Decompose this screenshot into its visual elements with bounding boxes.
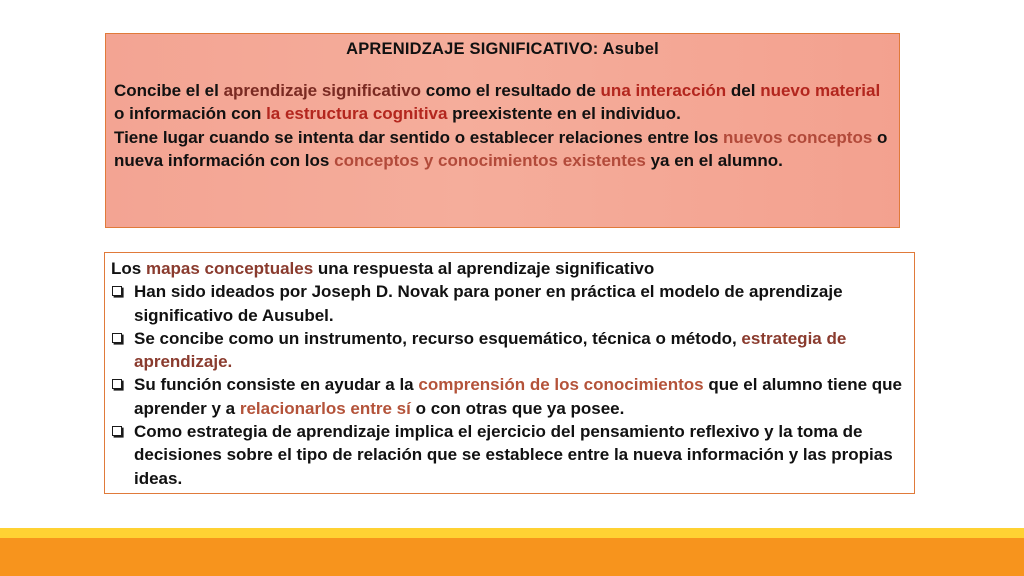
definition-box bbox=[105, 33, 900, 228]
hollow-square-bullet-icon bbox=[112, 333, 122, 343]
hollow-square-bullet-icon bbox=[112, 379, 122, 389]
highlight-estrategia-de-aprendizaje: estrategia de aprendizaje. bbox=[134, 328, 847, 372]
highlight-una-interaccion: una interacción bbox=[600, 81, 727, 100]
bullet-text: Su función consiste en ayudar a la comprensión de los conocimientos que el alumno tiene que aprender y a relacionarlos entre sí o con otras que ya posee. bbox=[134, 375, 903, 418]
highlight-nuevos-conceptos: nuevos conceptos bbox=[723, 127, 873, 147]
definition-paragraph-2: Tiene lugar cuando se intenta dar sentido o establecer relaciones entre los nuevos conceptos o nueva información con los conceptos y conocimientos existentes ya en el alumno. bbox=[114, 127, 888, 170]
bullet-item-estrategia bbox=[111, 420, 908, 490]
highlight-relacionarlos: relacionarlos entre sí bbox=[239, 398, 411, 418]
highlight-aprendizaje-significativo: aprendizaje significativo bbox=[223, 81, 422, 100]
bullet-text: Se concibe como un instrumento, recurso esquemático, técnica o método, estrategia de aprendizaje. bbox=[134, 328, 847, 372]
bullet-item-instrumento bbox=[111, 327, 908, 374]
bullet-item-novak bbox=[111, 280, 908, 327]
definition-title: APRENIDZAJE SIGNIFICATIVO: Asubel bbox=[346, 40, 659, 58]
bullet-text: Han sido ideados por Joseph D. Novak para poner en práctica el modelo de aprendizaje significativo de Ausubel. bbox=[134, 282, 843, 325]
definition-paragraph-1: Concibe el el aprendizaje significativo como el resultado de una interacción del nuevo material o información con la estructura cognitiva preexistente en el individuo. bbox=[114, 81, 881, 124]
footer-orange-band bbox=[0, 538, 1024, 576]
concept-maps-intro: Los mapas conceptuales una respuesta al aprendizaje significativo bbox=[111, 259, 655, 278]
footer-yellow-stripe bbox=[0, 528, 1024, 538]
highlight-conceptos-existentes: conceptos y conocimientos existentes bbox=[334, 150, 646, 170]
highlight-mapas-conceptuales: mapas conceptuales bbox=[145, 259, 314, 278]
concept-maps-box bbox=[104, 252, 915, 494]
highlight-estructura-cognitiva: la estructura cognitiva bbox=[266, 104, 448, 124]
highlight-nuevo-material: nuevo material bbox=[760, 81, 881, 100]
bullet-text: Como estrategia de aprendizaje implica el ejercicio del pensamiento reflexivo y la toma de decisiones sobre el tipo de relación que se establece entre la nueva información y las propias ideas. bbox=[134, 422, 893, 488]
bullet-item-funcion bbox=[111, 373, 908, 420]
hollow-square-bullet-icon bbox=[112, 426, 122, 436]
highlight-comprension-conocimientos: comprensión de los conocimientos bbox=[418, 375, 704, 395]
hollow-square-bullet-icon bbox=[112, 286, 122, 296]
